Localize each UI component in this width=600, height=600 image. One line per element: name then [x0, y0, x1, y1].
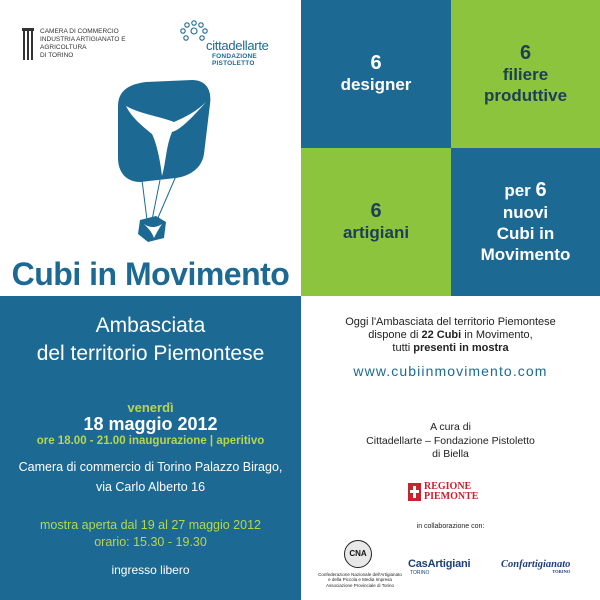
cna-mark: CNA — [344, 540, 372, 568]
curated-line3: di Biella — [432, 448, 469, 460]
regione-text — [424, 482, 478, 502]
camera-di-commercio-logo — [22, 28, 168, 62]
confartigianato-name: Confartigianato — [501, 559, 571, 570]
venue-title-line2: del territorio Piemontese — [36, 342, 265, 365]
collaboration-label: in collaborazione con: — [416, 523, 485, 530]
exhibition-hours — [0, 517, 301, 551]
info-line2-a: dispone di — [368, 329, 422, 341]
cittadellarte-subtitle: FONDAZIONE PISTOLETTO — [212, 53, 257, 67]
event-date: 18 maggio 2012 — [83, 414, 218, 434]
cittadellarte-name: cittadellarte — [206, 38, 269, 53]
regione-line1: REGIONE — [424, 481, 472, 492]
event-place-line1: Camera di commercio di Torino Palazzo Birago, — [18, 460, 283, 474]
event-place-line2: via Carlo Alberto 16 — [95, 480, 206, 494]
tile-filiere-label: filiere produttive — [483, 64, 568, 105]
entry-note: ingresso libero — [111, 563, 190, 577]
camera-di-commercio-text: CAMERA DI COMMERCIO INDUSTRIA ARTIGIANATO E AGRICOLTURA DI TORINO — [40, 28, 126, 59]
tile-cubi — [451, 148, 600, 296]
info-line2 — [301, 329, 600, 342]
regione-piemonte-logo — [408, 482, 478, 502]
tile-designer-label: designer — [340, 75, 412, 95]
website-link[interactable]: www.cubiinmovimento.com — [353, 363, 548, 379]
casartigiani-sub: TORINO — [410, 570, 430, 576]
exhibition-time: orario: 15.30 - 19.30 — [94, 535, 207, 549]
tile-designer — [301, 0, 451, 148]
event-day: venerdì — [127, 400, 174, 415]
cittadellarte-ring-icon — [180, 20, 208, 46]
casartigiani-logo — [408, 558, 470, 576]
regione-line2: PIEMONTE — [424, 491, 479, 502]
event-time: ore 18.00 - 21.00 inaugurazione | aperitivo — [36, 435, 265, 447]
tile-designer-number: 6 — [370, 52, 382, 75]
tile-cubi-heading — [504, 179, 546, 202]
regione-crest-icon — [408, 483, 421, 501]
cittadellarte-logo — [176, 16, 286, 67]
tile-cubi-label: nuovi Cubi in Movimento — [480, 202, 571, 265]
tile-artigiani-label: artigiani — [342, 223, 410, 243]
tile-artigiani — [301, 148, 451, 296]
confartigianato-sub: TORINO — [552, 569, 571, 574]
cna-caption: Confederazione Nazionale dell'Artigianato e della Piccola e Media Impresa Associazione Provinciale di Torino — [318, 572, 402, 588]
tile-artigiani-number: 6 — [370, 200, 382, 223]
exhibition-dates: mostra aperta dal 19 al 27 maggio 2012 — [40, 518, 261, 532]
tile-cubi-number: 6 — [535, 178, 547, 201]
venue-title — [0, 312, 301, 368]
cna-logo — [318, 540, 402, 596]
curated-line1: A cura di — [430, 421, 471, 433]
venue-title-line1: Ambasciata — [95, 314, 206, 337]
cube-balloon-icon — [100, 72, 220, 252]
tile-filiere — [451, 0, 600, 148]
info-line2-bold: 22 Cubi — [421, 329, 462, 341]
info-line2-c: in Movimento, — [461, 329, 533, 341]
confartigianato-logo — [501, 559, 570, 574]
tile-cubi-prefix: per — [504, 180, 531, 200]
tile-filiere-number: 6 — [519, 41, 532, 64]
casartigiani-name: CasArtigiani — [408, 558, 471, 570]
info-line3-bold: presenti in mostra — [413, 342, 509, 354]
main-title: Cubi in Movimento — [11, 256, 290, 292]
info-line3 — [301, 342, 600, 355]
camera-di-commercio-mark-icon — [22, 28, 34, 62]
curated-line2: Cittadellarte – Fondazione Pistoletto — [366, 434, 535, 447]
info-text — [301, 316, 600, 355]
info-line1: Oggi l'Ambasciata del territorio Piemontese — [345, 316, 556, 328]
event-place — [0, 457, 301, 497]
curated-by — [301, 421, 600, 462]
info-line3-a: tutti — [392, 342, 414, 354]
event-panel — [0, 296, 301, 600]
